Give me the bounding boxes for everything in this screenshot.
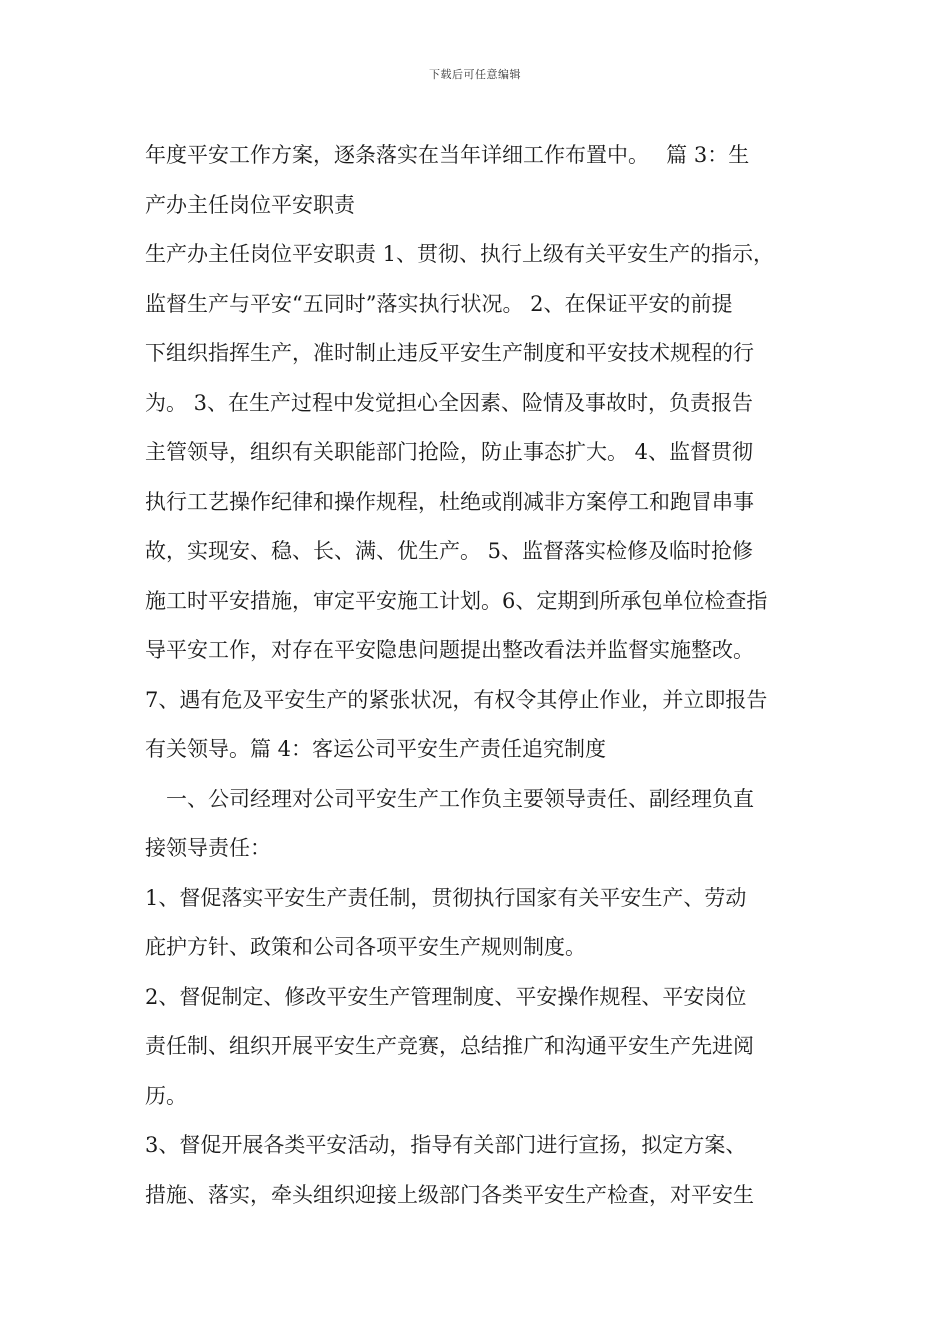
text-line: 生产办主任岗位平安职责 1、贯彻、执行上级有关平安生产的指示， <box>145 242 775 266</box>
text-line: 责任制、组织开展平安生产竞赛，总结推广和沟通平安生产先进阅 <box>145 1034 754 1058</box>
text-line: 执行工艺操作纪律和操作规程，杜绝或削减非方案停工和跑冒串事 <box>145 489 754 514</box>
text-line: 有关领导。篇 4：客运公司平安生产责任追究制度 <box>145 737 607 761</box>
text-line: 主管领导，组织有关职能部门抢险，防止事态扩大。 4、监督贯彻 <box>145 440 754 464</box>
text-line: 接领导责任： <box>145 836 271 860</box>
text-line: 施工时平安措施，审定平安施工计划。6、定期到所承包单位检查指 <box>145 588 768 613</box>
text-line: 监督生产与平安“五同时”落实执行状况。 2、在保证平安的前提 <box>145 291 733 316</box>
text-line: 导平安工作，对存在平安隐患问题提出整改看法并监督实施整改。 <box>145 638 754 662</box>
text-line: 产办主任岗位平安职责 <box>145 192 355 217</box>
text-line: 1、督促落实平安生产责任制，贯彻执行国家有关平安生产、劳动 <box>145 885 747 910</box>
text-line: 历。 <box>145 1083 187 1108</box>
text-line: 3、督促开展各类平安活动，指导有关部门进行宣扬，拟定方案、 <box>145 1133 747 1157</box>
text-line: 庇护方针、政策和公司各项平安生产规则制度。 <box>145 935 586 959</box>
text-line: 故，实现安、稳、长、满、优生产。 5、监督落实检修及临时抢修 <box>145 539 754 563</box>
text-line: 年度平安工作方案，逐条落实在当年详细工作布置中。 篇 3：生 <box>145 143 750 167</box>
text-line: 2、督促制定、修改平安生产管理制度、平安操作规程、平安岗位 <box>145 984 747 1009</box>
text-line: 为。 3、在生产过程中发觉担心全因素、险情及事故时，负责报告 <box>145 390 754 415</box>
text-line: 下组织指挥生产，准时制止违反平安生产制度和平安技术规程的行 <box>145 341 754 365</box>
text-line: 7、遇有危及平安生产的紧张状况，有权令其停止作业，并立即报告 <box>145 687 768 712</box>
text-line: 一、公司经理对公司平安生产工作负主要领导责任、副经理负直 <box>145 786 754 811</box>
page-header: 下载后可任意编辑 <box>429 68 521 81</box>
document-body <box>145 131 825 1220</box>
text-line: 措施、落实，牵头组织迎接上级部门各类平安生产检查，对平安生 <box>145 1182 754 1207</box>
